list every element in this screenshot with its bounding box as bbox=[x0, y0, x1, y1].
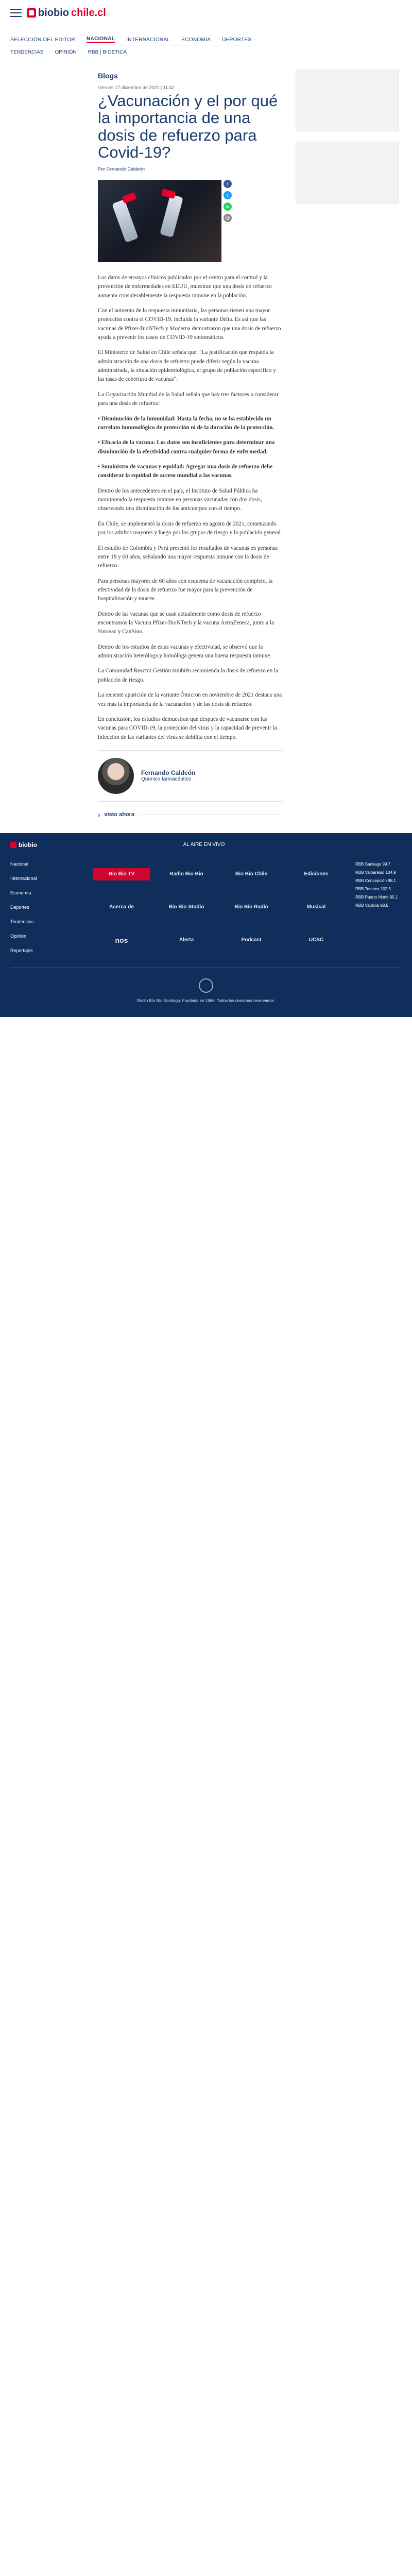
partner-logo[interactable]: Bio Bio TV bbox=[93, 868, 150, 880]
legal-text: Radio Bío Bío Santiago. Fundada en 1966. Todos los derechos reservados. bbox=[137, 998, 275, 1003]
frequency-item[interactable]: RBB Temuco 102.5 bbox=[355, 886, 391, 891]
subnav-item-bioetica[interactable]: RBB | BIOÉTICA bbox=[88, 49, 127, 55]
author-card-name[interactable]: Fernando Caldeón bbox=[141, 769, 196, 777]
footer-main bbox=[10, 861, 402, 953]
nav-item-deportes[interactable]: DEPORTES bbox=[222, 37, 252, 43]
nav-item-nacional[interactable]: NACIONAL bbox=[87, 36, 115, 42]
paragraph: • Suministro de vacunas y equidad: Agregar una dosis de refuerzo debe considerar la equidad de acceso mundial a las vacunas. bbox=[98, 463, 273, 479]
cap-1 bbox=[122, 192, 136, 204]
menu-icon[interactable] bbox=[10, 9, 22, 17]
seal-icon bbox=[199, 978, 213, 993]
partner-logo[interactable]: Acerca de bbox=[109, 904, 134, 910]
frequency-item[interactable]: RBB Valparaíso 104.9 bbox=[355, 870, 396, 875]
footer-links bbox=[10, 861, 82, 953]
paragraph: Dentro de los antecedentes en el país, el Instituto de Salud Pública ha monitoreado la respuesta inmune en personas vacunadas con dos dosis, observando una disminución de los anticuerpos con el tiempo. bbox=[98, 487, 262, 512]
partner-logo[interactable]: Bio Bio Studio bbox=[168, 904, 204, 910]
partner-logo[interactable]: Bio Bio Radio bbox=[234, 904, 268, 910]
logo-row bbox=[10, 5, 402, 21]
paragraph: • Disminución de la inmunidad: Hasta la fecha, no se ha establecido un correlato inmunológico de protección ni de la duración de la protección. bbox=[98, 415, 274, 431]
paragraph: • Eficacia de la vacuna: Los datos son insuficientes para determinar una disminución de la efectividad contra cualquier forma de enfermedad. bbox=[98, 439, 275, 455]
footer bbox=[0, 833, 412, 1017]
ad-slot bbox=[296, 142, 399, 204]
article-body bbox=[98, 274, 283, 742]
paragraph: La Comunidad Reactor Gestión también recomienda la dosis de refuerzo en la población de riesgo. bbox=[98, 668, 279, 683]
footer-link[interactable]: Internacional bbox=[10, 875, 37, 881]
nav-item-economia[interactable]: ECONOMÍA bbox=[181, 37, 211, 43]
paragraph: Para personas mayores de 60 años con esquema de vacunación completo, la efectividad de la dosis de refuerzo fue mayor para la prevención de hospitalización y muerte. bbox=[98, 578, 273, 602]
partner-logo[interactable]: Bio Bio Chile bbox=[235, 871, 268, 877]
vial-1 bbox=[112, 199, 139, 243]
footer-link[interactable]: Nacional bbox=[10, 861, 29, 867]
footer-frequencies bbox=[355, 861, 402, 953]
cap-2 bbox=[161, 189, 176, 199]
vial-2 bbox=[160, 194, 183, 238]
article-date: Viernes 17 diciembre de 2021 | 11:42 bbox=[98, 85, 175, 90]
frequency-item[interactable]: RBB Valdivia 98.5 bbox=[355, 903, 388, 908]
header-top bbox=[0, 0, 412, 28]
frequency-item[interactable]: RBB Santiago 99.7 bbox=[355, 861, 391, 867]
footer-link[interactable]: Tendencias bbox=[10, 919, 34, 924]
partner-logo[interactable]: Musical bbox=[306, 904, 326, 910]
frequency-item[interactable]: RBB Concepción 98.1 bbox=[355, 878, 396, 883]
more-label: visto ahora bbox=[104, 811, 135, 818]
paragraph: En conclusión, los estudios demuestran que después de vacunarse con las vacunas para COVID-19, la protección del virus y la capacidad de prevenir la infección de las variantes del virus se debilita con el tiempo. bbox=[98, 716, 277, 740]
partner-logo[interactable]: Radio Bio Bio bbox=[169, 871, 203, 877]
logo-mark-icon bbox=[10, 842, 16, 848]
paragraph: Con el aumento de la respuesta inmunitaria, las personas tienen una mayor protección contra el COVID-19, incluida la variante Delta. Es así que las vacunas de Pfizer-BioNTech y Moderna demostraron que una dosis de refuerzo ayuda a prevenir los casos de COVID-19 sintomáticos. bbox=[98, 307, 281, 341]
main-nav bbox=[0, 28, 412, 45]
paragraph: Dentro de los estudios de estas vacunas y efectividad, se observó que la administración heteróloga y homóloga genera una buena respuesta inmune. bbox=[98, 643, 272, 659]
subnav-item-opinion[interactable]: OPINIÓN bbox=[55, 49, 77, 55]
footer-link[interactable]: Reportajes bbox=[10, 947, 33, 953]
sub-nav bbox=[0, 45, 412, 59]
nav-item-internacional[interactable]: INTERNACIONAL bbox=[126, 37, 170, 43]
author-info bbox=[141, 769, 195, 782]
nav-item-editor[interactable]: SELECCIÓN DEL EDITOR bbox=[10, 37, 76, 43]
author-avatar bbox=[98, 758, 134, 794]
paragraph: Dentro de las vacunas que se usan actualmente como dosis de refuerzo encontramos la Vacuna Pfizer-BioNTech y la vacuna AstraZeneca, junto a la Sinovac y CanSino. bbox=[98, 611, 274, 635]
hero-wrap bbox=[98, 180, 283, 262]
logo-name-b: chile.cl bbox=[71, 7, 106, 19]
paragraph: En Chile, se implementó la dosis de refuerzo en agosto de 2021, comenzando por los adultos mayores y luego por los grupos de riesgo y la población general. bbox=[98, 520, 282, 536]
logo-name-a: biobio bbox=[38, 7, 69, 19]
paragraph: La reciente aparición de la variante Ómicron en noviembre de 2021 destaca una vez más la importancia de la vacunación y de las dosis de refuerzo. bbox=[98, 692, 282, 707]
author-card bbox=[98, 750, 283, 802]
content-wrap bbox=[0, 59, 412, 833]
paragraph: La Organización Mundial de la Salud señala que hay tres factores a considerar para una dosis de refuerzo: bbox=[98, 391, 279, 407]
frequency-item[interactable]: RBB Puerto Montt 95.1 bbox=[355, 894, 398, 900]
share-bar bbox=[224, 180, 232, 222]
footer-link[interactable]: Opinión bbox=[10, 933, 27, 939]
paragraph: El estudio de Colombia y Perú presentó los resultados de vacunas en personas entre 18 y 60 años, señalando una mayor respuesta inmune con la dosis de refuerzo. bbox=[98, 545, 278, 569]
footer-partners bbox=[82, 861, 355, 953]
partner-logo[interactable]: UCSC bbox=[308, 937, 324, 943]
partner-logo[interactable]: Podcast bbox=[241, 937, 262, 943]
logo-mark-icon bbox=[27, 8, 36, 18]
footer-bottom bbox=[10, 968, 402, 1005]
sidebar bbox=[296, 59, 399, 833]
twitter-icon[interactable]: t bbox=[224, 191, 232, 199]
footer-logo-text: biobio bbox=[19, 841, 37, 849]
paragraph: El Ministerio de Salud en Chile señala que: "La justificación que respalda la administración de una dosis de refuerzo puede diferir según la vacuna administrada, la situación epidemiológica, el grupo de población específico y las tasas de cobertura de vacunas". bbox=[98, 349, 276, 383]
article bbox=[98, 59, 283, 833]
footer-top bbox=[10, 841, 402, 854]
article-author[interactable]: Por Fernando Caldeón bbox=[98, 166, 145, 172]
partner-logo[interactable]: Alerta bbox=[179, 937, 194, 943]
author-card-role: Químico farmacéutico bbox=[141, 776, 192, 783]
chevron-right-icon: › bbox=[98, 810, 100, 819]
ad-slot bbox=[296, 70, 399, 131]
facebook-icon[interactable]: f bbox=[224, 180, 232, 188]
subnav-item-tendencias[interactable]: TENDENCIAS bbox=[10, 49, 44, 55]
section-tag[interactable]: Blogs bbox=[98, 72, 118, 80]
article-title: ¿Vacunación y el por qué la importancia de una dosis de refuerzo para Covid-19? bbox=[98, 92, 278, 162]
partner-logo[interactable]: nos bbox=[115, 936, 128, 944]
footer-logo[interactable] bbox=[10, 841, 37, 849]
site-logo[interactable] bbox=[27, 7, 106, 19]
whatsapp-icon[interactable]: w bbox=[224, 202, 232, 211]
partner-logo[interactable]: Ediciones bbox=[304, 871, 329, 877]
mail-icon[interactable]: @ bbox=[224, 214, 232, 222]
paragraph: Los datos de ensayos clínicos publicados por el centro para el control y la prevención de enfermedades en EEUU, muestran que una dosis de refuerzo aumenta considerablemente la respuesta inmune en la población. bbox=[98, 274, 272, 299]
more-section bbox=[98, 811, 283, 819]
live-label[interactable]: AL AIRE EN VIVO bbox=[183, 842, 225, 848]
footer-link[interactable]: Deportes bbox=[10, 904, 29, 910]
footer-link[interactable]: Economía bbox=[10, 890, 31, 895]
hero-image bbox=[98, 180, 221, 262]
